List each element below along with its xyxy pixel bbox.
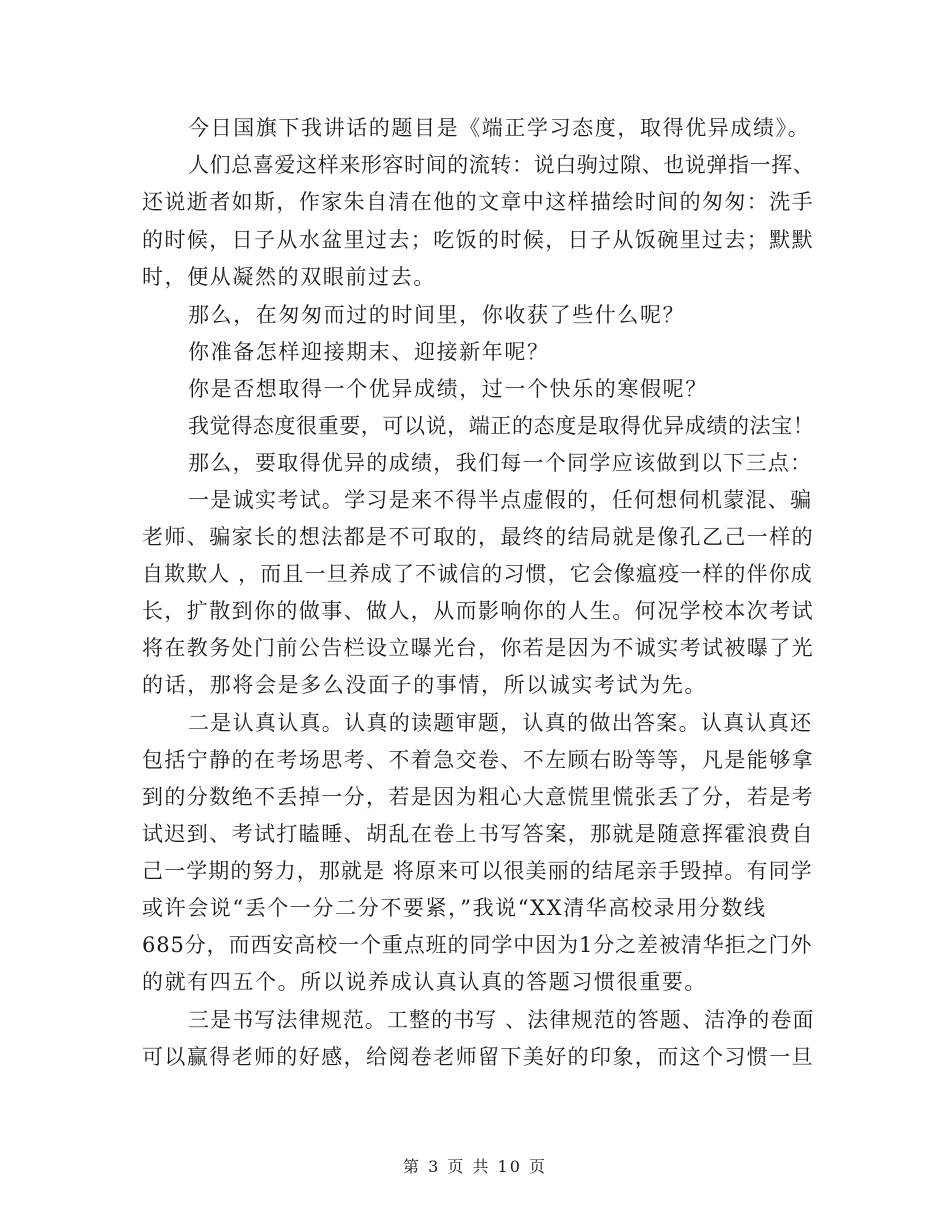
paragraph-line: 包括宁静的在考场思考、不着急交卷、不左顾右盼等等，凡是能够拿: [142, 748, 814, 772]
paragraph-line: 还说逝者如斯，作家朱自清在他的文章中这样描绘时间的匆匆：洗手: [142, 190, 814, 214]
paragraph-line: 时，便从凝然的双眼前过去。: [142, 265, 436, 289]
paragraph-line: 的就有四五个。所以说养成认真认真的答题习惯很重要。: [142, 970, 707, 994]
paragraph-line: 长，扩散到你的做事、做人，从而影响你的人生。何况学校本次考试: [142, 599, 814, 623]
paragraph-line: 或许会说“丢个一分二分不要紧，”我说“XX清华高校录用分数线: [142, 896, 767, 920]
paragraph-line: 我觉得态度很重要，可以说，端正的态度是取得优异成绩的法宝！: [188, 414, 815, 438]
page-number-footer: 第 3 页 共 10 页: [403, 1157, 547, 1176]
paragraph-line: 人们总喜爱这样来形容时间的流转：说白驹过隙、也说弹指一挥、: [188, 153, 815, 177]
paragraph-line: 的话，那将会是多么没面子的事情，所以诚实考试为先。: [142, 673, 707, 697]
paragraph-line: 二是认真认真。认真的读题审题，认真的做出答案。认真认真还: [188, 711, 813, 735]
paragraph-line: 三是书写法律规范。工整的书写 、法律规范的答题、洁净的卷面: [188, 1008, 815, 1032]
paragraph-line: 那么，在匆匆而过的时间里，你收获了些什么呢？: [188, 303, 686, 327]
paragraph-line: 你是否想取得一个优异成绩，过一个快乐的寒假呢？: [188, 377, 708, 401]
paragraph-line: 可以赢得老师的好感，给阅卷老师留下美好的印象，而这个习惯一旦: [142, 1045, 814, 1069]
paragraph-line: 的时候，日子从水盆里过去；吃饭的时候，日子从饭碗里过去；默默: [142, 228, 814, 252]
paragraph-line: 自欺欺人 ，而且一旦养成了不诚信的习惯，它会像瘟疫一样的伴你成: [142, 562, 813, 586]
paragraph-line: 试迟到、考试打瞌睡、胡乱在卷上书写答案，那就是随意挥霍浪费自: [142, 822, 814, 846]
paragraph-line: 己一学期的努力，那就是 将原来可以很美丽的结尾亲手毁掉。有同学: [142, 859, 813, 883]
paragraph-line: 那么，要取得优异的成绩，我们每一个同学应该做到以下三点：: [188, 451, 813, 475]
paragraph-line: 到的分数绝不丢掉一分，若是因为粗心大意慌里慌张丢了分，若是考: [142, 785, 814, 809]
paragraph-line: 你准备怎样迎接期末、迎接新年呢？: [188, 340, 550, 364]
paragraph-line: 今日国旗下我讲话的题目是《端正学习态度，取得优异成绩》。: [188, 116, 811, 140]
paragraph-line: 685分，而西安高校一个重点班的同学中因为1分之差被清华拒之门外: [142, 933, 813, 957]
paragraph-line: 将在教务处门前公告栏设立曝光台，你若是因为不诚实考试被曝了光: [142, 636, 814, 660]
paragraph-line: 一是诚实考试。学习是来不得半点虚假的，任何想伺机蒙混、骗: [188, 488, 813, 512]
paragraph-line: 老师、骗家长的想法都是不可取的，最终的结局就是像孔乙己一样的: [142, 525, 814, 549]
